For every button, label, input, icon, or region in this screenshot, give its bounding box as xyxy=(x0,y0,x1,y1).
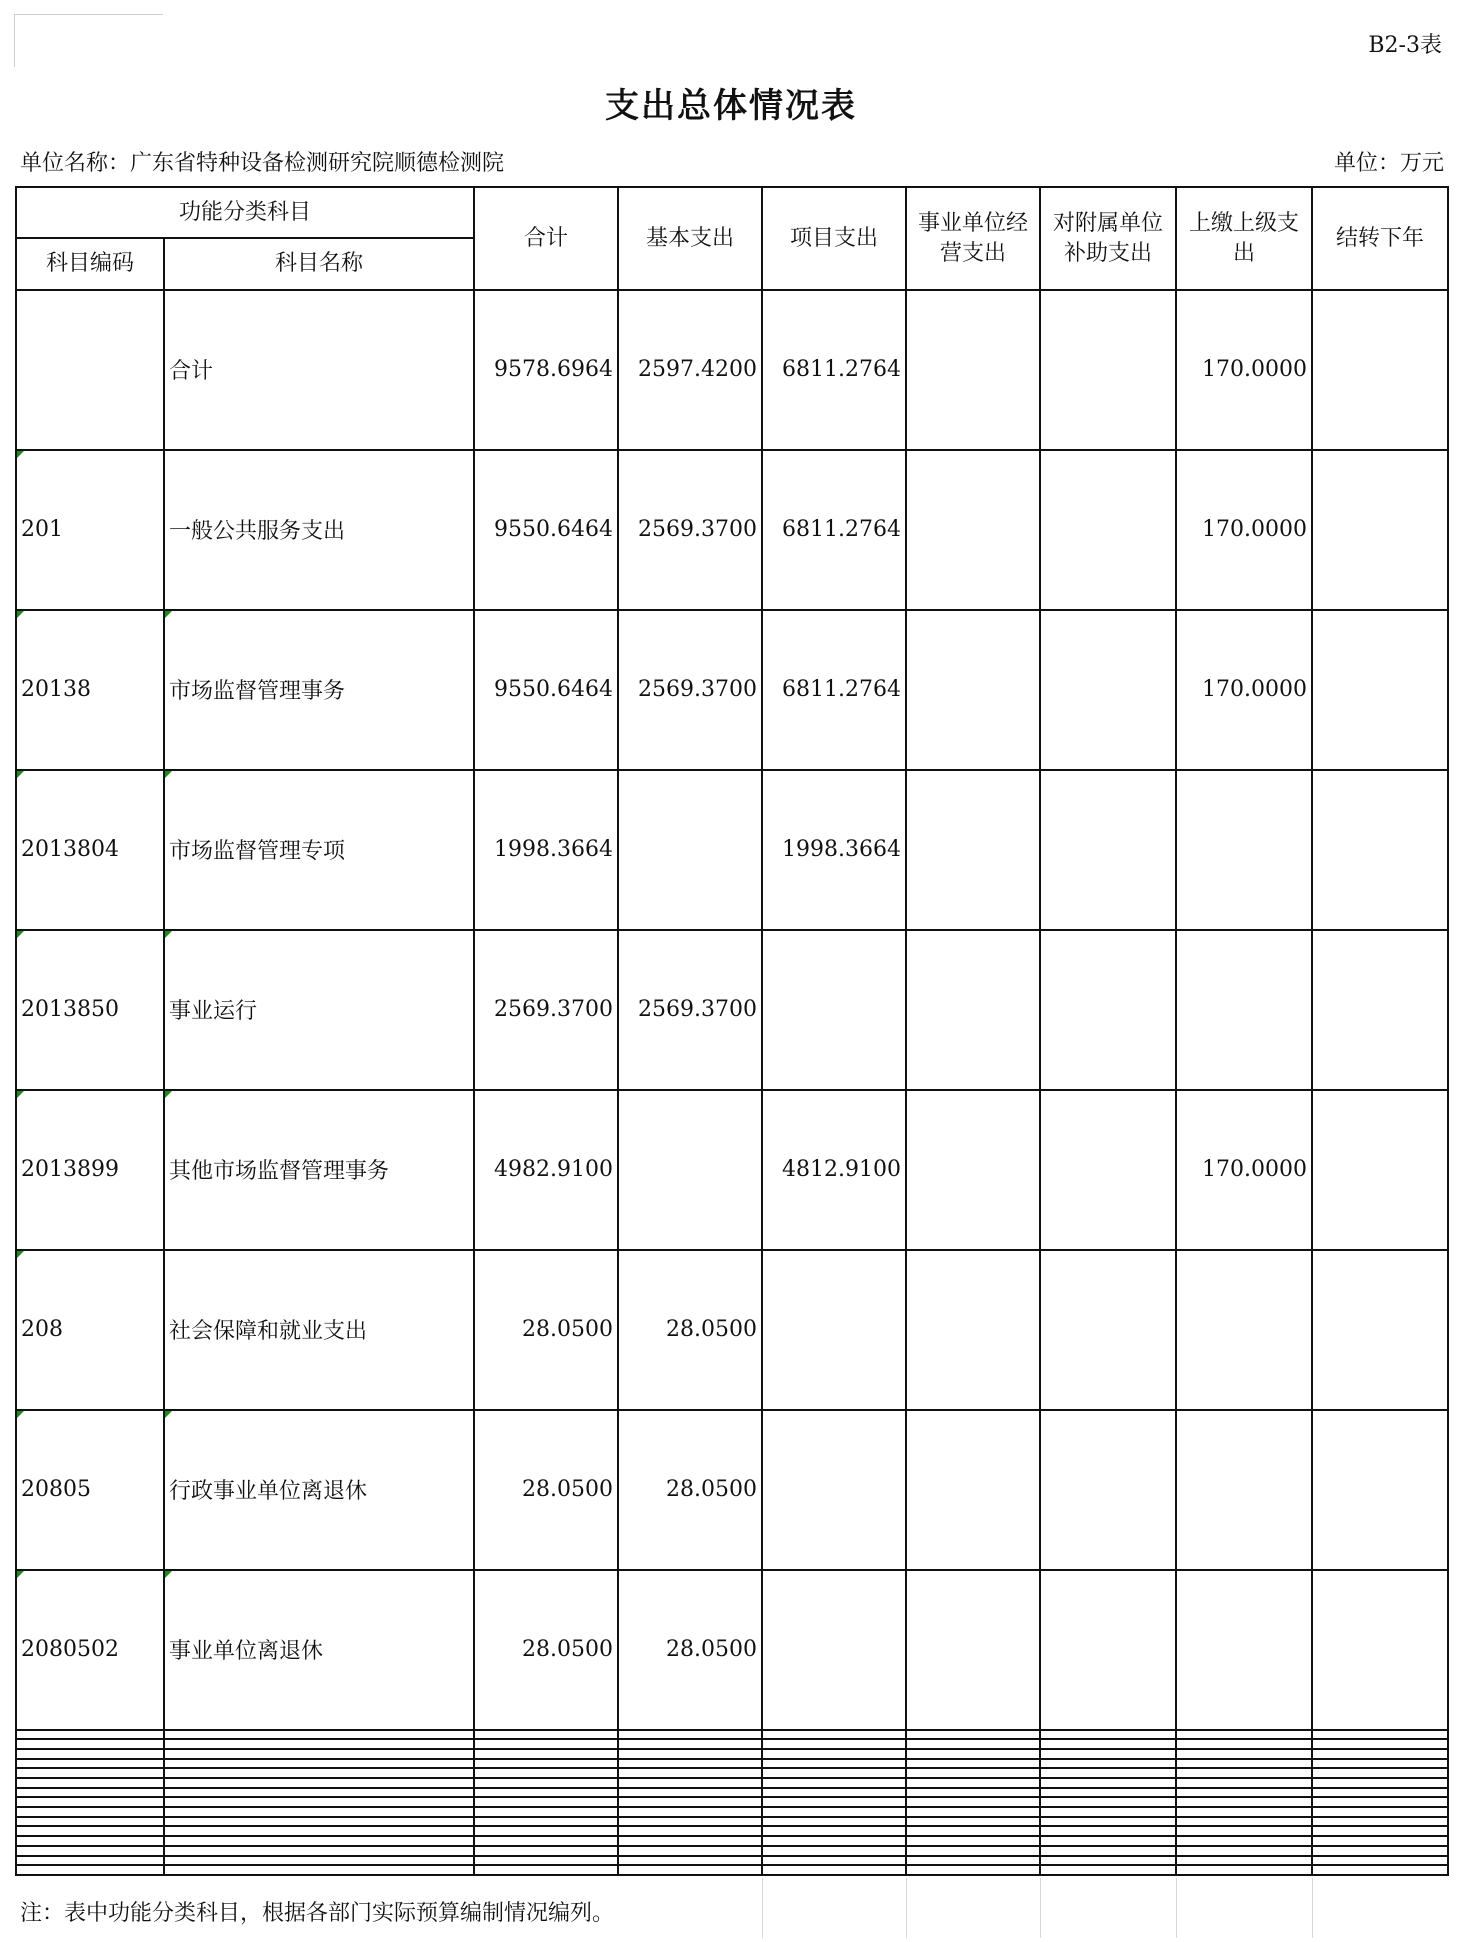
empty-cell xyxy=(1312,1749,1448,1759)
row-project xyxy=(762,1570,906,1730)
empty-cell xyxy=(1040,1739,1176,1749)
empty-cell xyxy=(618,1730,762,1740)
empty-cell xyxy=(474,1749,618,1759)
empty-cell xyxy=(1040,1846,1176,1856)
empty-cell xyxy=(762,1846,906,1856)
row-code xyxy=(16,290,164,450)
row-basic: 2569.3700 xyxy=(618,930,762,1090)
empty-cell xyxy=(164,1759,474,1769)
empty-cell xyxy=(762,1768,906,1778)
row-project: 6811.2764 xyxy=(762,610,906,770)
row-project: 6811.2764 xyxy=(762,450,906,610)
empty-cell xyxy=(618,1865,762,1875)
row-total: 4982.9100 xyxy=(474,1090,618,1250)
empty-cell xyxy=(762,1778,906,1788)
row-project xyxy=(762,930,906,1090)
empty-cell xyxy=(618,1826,762,1836)
empty-cell xyxy=(618,1836,762,1846)
row-name: 市场监督管理事务 xyxy=(164,610,474,770)
empty-cell xyxy=(618,1797,762,1807)
empty-cell xyxy=(164,1768,474,1778)
empty-cell xyxy=(16,1836,164,1846)
empty-cell xyxy=(474,1759,618,1769)
empty-cell xyxy=(1312,1778,1448,1788)
empty-cell xyxy=(164,1788,474,1798)
table-row xyxy=(16,1570,1448,1730)
empty-cell xyxy=(1312,1826,1448,1836)
empty-cell xyxy=(164,1836,474,1846)
row-upper xyxy=(1176,1570,1312,1730)
header-function-group: 功能分类科目 xyxy=(16,187,474,238)
row-subsidy xyxy=(1040,770,1176,930)
row-basic: 2597.4200 xyxy=(618,290,762,450)
empty-cell xyxy=(474,1807,618,1817)
empty-cell xyxy=(906,1768,1040,1778)
row-carry xyxy=(1312,1570,1448,1730)
empty-cell xyxy=(164,1826,474,1836)
empty-cell xyxy=(474,1856,618,1866)
row-carry xyxy=(1312,1090,1448,1250)
empty-cell xyxy=(1312,1768,1448,1778)
empty-cell xyxy=(1312,1856,1448,1866)
row-code: 2013850 xyxy=(16,930,164,1090)
empty-cell xyxy=(1040,1788,1176,1798)
table-row xyxy=(16,450,1448,610)
row-subsidy xyxy=(1040,450,1176,610)
empty-cell xyxy=(618,1739,762,1749)
empty-cell xyxy=(618,1817,762,1827)
empty-row xyxy=(16,1759,1448,1769)
empty-cell xyxy=(762,1856,906,1866)
empty-cell xyxy=(164,1807,474,1817)
empty-cell xyxy=(164,1865,474,1875)
empty-cell xyxy=(164,1797,474,1807)
row-business xyxy=(906,770,1040,930)
row-code: 20138 xyxy=(16,610,164,770)
empty-cell xyxy=(1176,1788,1312,1798)
empty-row xyxy=(16,1739,1448,1749)
row-basic: 2569.3700 xyxy=(618,610,762,770)
empty-cell xyxy=(1176,1730,1312,1740)
row-name: 行政事业单位离退休 xyxy=(164,1410,474,1570)
empty-cell xyxy=(1040,1730,1176,1740)
empty-cell xyxy=(762,1739,906,1749)
empty-cell xyxy=(618,1749,762,1759)
table-row xyxy=(16,930,1448,1090)
empty-row xyxy=(16,1865,1448,1875)
empty-cell xyxy=(1312,1846,1448,1856)
empty-row xyxy=(16,1846,1448,1856)
empty-cell xyxy=(474,1846,618,1856)
row-upper xyxy=(1176,930,1312,1090)
empty-cell xyxy=(1176,1759,1312,1769)
header-basic: 基本支出 xyxy=(618,187,762,290)
empty-cell xyxy=(1176,1826,1312,1836)
row-project: 1998.3664 xyxy=(762,770,906,930)
empty-row xyxy=(16,1797,1448,1807)
row-basic xyxy=(618,1090,762,1250)
row-carry xyxy=(1312,1250,1448,1410)
empty-row xyxy=(16,1730,1448,1740)
row-name: 社会保障和就业支出 xyxy=(164,1250,474,1410)
empty-cell xyxy=(618,1856,762,1866)
empty-cell xyxy=(762,1817,906,1827)
empty-cell xyxy=(1312,1817,1448,1827)
empty-cell xyxy=(16,1817,164,1827)
row-business xyxy=(906,450,1040,610)
row-name: 其他市场监督管理事务 xyxy=(164,1090,474,1250)
empty-cell xyxy=(474,1768,618,1778)
empty-cell xyxy=(16,1846,164,1856)
empty-cell xyxy=(1176,1768,1312,1778)
empty-cell xyxy=(762,1807,906,1817)
unit-name: 单位名称：广东省特种设备检测研究院顺德检测院 xyxy=(20,151,505,176)
footnote: 注：表中功能分类科目，根据各部门实际预算编制情况编列。 xyxy=(20,1901,615,1926)
table-body xyxy=(16,290,1448,1875)
empty-cell xyxy=(1040,1778,1176,1788)
row-carry xyxy=(1312,930,1448,1090)
empty-cell xyxy=(16,1778,164,1788)
header-code: 科目编码 xyxy=(16,238,164,290)
row-project: 6811.2764 xyxy=(762,290,906,450)
row-business xyxy=(906,930,1040,1090)
empty-row xyxy=(16,1788,1448,1798)
row-code: 20805 xyxy=(16,1410,164,1570)
table-row xyxy=(16,290,1448,450)
empty-cell xyxy=(1176,1807,1312,1817)
empty-cell xyxy=(762,1730,906,1740)
row-subsidy xyxy=(1040,1570,1176,1730)
empty-cell xyxy=(16,1856,164,1866)
row-upper: 170.0000 xyxy=(1176,610,1312,770)
header-carry: 结转下年 xyxy=(1312,187,1448,290)
row-name: 合计 xyxy=(164,290,474,450)
empty-cell xyxy=(16,1807,164,1817)
row-code: 2080502 xyxy=(16,1570,164,1730)
empty-cell xyxy=(16,1768,164,1778)
empty-cell xyxy=(164,1817,474,1827)
row-business xyxy=(906,290,1040,450)
header-business: 事业单位经营支出 xyxy=(906,187,1040,290)
row-basic xyxy=(618,770,762,930)
empty-cell xyxy=(16,1730,164,1740)
row-code: 2013899 xyxy=(16,1090,164,1250)
empty-cell xyxy=(474,1778,618,1788)
row-upper xyxy=(1176,1250,1312,1410)
table-row xyxy=(16,1090,1448,1250)
empty-cell xyxy=(906,1749,1040,1759)
row-code: 201 xyxy=(16,450,164,610)
table-row xyxy=(16,1250,1448,1410)
row-upper: 170.0000 xyxy=(1176,290,1312,450)
empty-cell xyxy=(1176,1797,1312,1807)
table-row xyxy=(16,610,1448,770)
empty-cell xyxy=(1176,1856,1312,1866)
empty-cell xyxy=(762,1865,906,1875)
empty-cell xyxy=(1312,1739,1448,1749)
row-subsidy xyxy=(1040,1250,1176,1410)
row-subsidy xyxy=(1040,1410,1176,1570)
empty-cell xyxy=(1040,1759,1176,1769)
empty-row xyxy=(16,1749,1448,1759)
empty-cell xyxy=(618,1759,762,1769)
empty-cell xyxy=(1312,1788,1448,1798)
header-upper: 上缴上级支出 xyxy=(1176,187,1312,290)
row-business xyxy=(906,1570,1040,1730)
row-carry xyxy=(1312,290,1448,450)
row-total: 28.0500 xyxy=(474,1250,618,1410)
empty-cell xyxy=(474,1730,618,1740)
empty-cell xyxy=(1176,1846,1312,1856)
empty-cell xyxy=(906,1797,1040,1807)
header-subsidy: 对附属单位补助支出 xyxy=(1040,187,1176,290)
empty-row xyxy=(16,1768,1448,1778)
row-total: 9550.6464 xyxy=(474,450,618,610)
empty-cell xyxy=(762,1788,906,1798)
empty-cell xyxy=(164,1730,474,1740)
empty-cell xyxy=(762,1826,906,1836)
empty-cell xyxy=(906,1807,1040,1817)
empty-cell xyxy=(1040,1749,1176,1759)
row-total: 9550.6464 xyxy=(474,610,618,770)
empty-cell xyxy=(762,1759,906,1769)
empty-cell xyxy=(906,1788,1040,1798)
empty-cell xyxy=(1176,1778,1312,1788)
empty-cell xyxy=(164,1778,474,1788)
row-name: 事业运行 xyxy=(164,930,474,1090)
empty-cell xyxy=(16,1759,164,1769)
row-basic: 2569.3700 xyxy=(618,450,762,610)
row-business xyxy=(906,1090,1040,1250)
empty-cell xyxy=(16,1788,164,1798)
empty-cell xyxy=(164,1846,474,1856)
empty-cell xyxy=(16,1826,164,1836)
empty-cell xyxy=(1040,1836,1176,1846)
empty-cell xyxy=(474,1836,618,1846)
empty-cell xyxy=(16,1749,164,1759)
empty-cell xyxy=(1040,1865,1176,1875)
empty-cell xyxy=(1176,1865,1312,1875)
empty-cell xyxy=(618,1846,762,1856)
empty-cell xyxy=(474,1788,618,1798)
row-carry xyxy=(1312,610,1448,770)
empty-cell xyxy=(474,1865,618,1875)
empty-cell xyxy=(906,1759,1040,1769)
row-basic: 28.0500 xyxy=(618,1250,762,1410)
empty-row xyxy=(16,1807,1448,1817)
row-subsidy xyxy=(1040,1090,1176,1250)
empty-cell xyxy=(1040,1797,1176,1807)
row-name: 市场监督管理专项 xyxy=(164,770,474,930)
empty-cell xyxy=(1312,1797,1448,1807)
empty-cell xyxy=(164,1856,474,1866)
header-total: 合计 xyxy=(474,187,618,290)
row-project xyxy=(762,1250,906,1410)
corner-mark xyxy=(14,14,163,67)
expenditure-table xyxy=(15,186,1449,1876)
row-business xyxy=(906,1250,1040,1410)
empty-cell xyxy=(1040,1768,1176,1778)
row-upper xyxy=(1176,1410,1312,1570)
row-code: 2013804 xyxy=(16,770,164,930)
table-code: B2-3表 xyxy=(1368,33,1442,58)
empty-cell xyxy=(906,1778,1040,1788)
unit-label: 单位：万元 xyxy=(1333,151,1444,176)
empty-cell xyxy=(1176,1739,1312,1749)
empty-cell xyxy=(16,1865,164,1875)
row-upper: 170.0000 xyxy=(1176,450,1312,610)
empty-cell xyxy=(1040,1856,1176,1866)
empty-cell xyxy=(474,1739,618,1749)
empty-row xyxy=(16,1826,1448,1836)
empty-cell xyxy=(906,1836,1040,1846)
empty-cell xyxy=(1040,1817,1176,1827)
row-subsidy xyxy=(1040,610,1176,770)
empty-cell xyxy=(906,1739,1040,1749)
row-total: 2569.3700 xyxy=(474,930,618,1090)
empty-cell xyxy=(906,1730,1040,1740)
row-carry xyxy=(1312,450,1448,610)
empty-cell xyxy=(1040,1807,1176,1817)
empty-cell xyxy=(1312,1836,1448,1846)
row-business xyxy=(906,610,1040,770)
empty-cell xyxy=(1040,1826,1176,1836)
row-total: 9578.6964 xyxy=(474,290,618,450)
row-subsidy xyxy=(1040,930,1176,1090)
table-row xyxy=(16,770,1448,930)
empty-cell xyxy=(164,1749,474,1759)
row-name: 事业单位离退休 xyxy=(164,1570,474,1730)
empty-cell xyxy=(762,1797,906,1807)
row-subsidy xyxy=(1040,290,1176,450)
empty-row xyxy=(16,1856,1448,1866)
empty-cell xyxy=(164,1739,474,1749)
row-code: 208 xyxy=(16,1250,164,1410)
empty-cell xyxy=(906,1865,1040,1875)
table-row xyxy=(16,1410,1448,1570)
header-project: 项目支出 xyxy=(762,187,906,290)
row-basic: 28.0500 xyxy=(618,1410,762,1570)
empty-cell xyxy=(1312,1759,1448,1769)
empty-cell xyxy=(618,1807,762,1817)
row-name: 一般公共服务支出 xyxy=(164,450,474,610)
empty-cell xyxy=(1176,1836,1312,1846)
empty-cell xyxy=(474,1826,618,1836)
empty-cell xyxy=(762,1749,906,1759)
empty-cell xyxy=(618,1778,762,1788)
row-total: 28.0500 xyxy=(474,1570,618,1730)
empty-cell xyxy=(1176,1749,1312,1759)
row-total: 28.0500 xyxy=(474,1410,618,1570)
row-upper xyxy=(1176,770,1312,930)
empty-cell xyxy=(1176,1817,1312,1827)
page-title: 支出总体情况表 xyxy=(605,86,857,126)
empty-cell xyxy=(1312,1865,1448,1875)
row-upper: 170.0000 xyxy=(1176,1090,1312,1250)
empty-cell xyxy=(474,1817,618,1827)
row-carry xyxy=(1312,770,1448,930)
row-carry xyxy=(1312,1410,1448,1570)
empty-cell xyxy=(16,1739,164,1749)
empty-cell xyxy=(906,1846,1040,1856)
empty-cell xyxy=(16,1797,164,1807)
empty-cell xyxy=(474,1797,618,1807)
empty-cell xyxy=(618,1788,762,1798)
row-project: 4812.9100 xyxy=(762,1090,906,1250)
row-total: 1998.3664 xyxy=(474,770,618,930)
faint-gridlines xyxy=(762,1878,1447,1938)
header-name: 科目名称 xyxy=(164,238,474,290)
row-basic: 28.0500 xyxy=(618,1570,762,1730)
empty-row xyxy=(16,1778,1448,1788)
empty-cell xyxy=(906,1826,1040,1836)
empty-cell xyxy=(762,1836,906,1846)
empty-cell xyxy=(906,1856,1040,1866)
empty-row xyxy=(16,1817,1448,1827)
empty-cell xyxy=(618,1768,762,1778)
row-business xyxy=(906,1410,1040,1570)
empty-cell xyxy=(906,1817,1040,1827)
empty-cell xyxy=(1312,1807,1448,1817)
empty-cell xyxy=(1312,1730,1448,1740)
row-project xyxy=(762,1410,906,1570)
empty-row xyxy=(16,1836,1448,1846)
